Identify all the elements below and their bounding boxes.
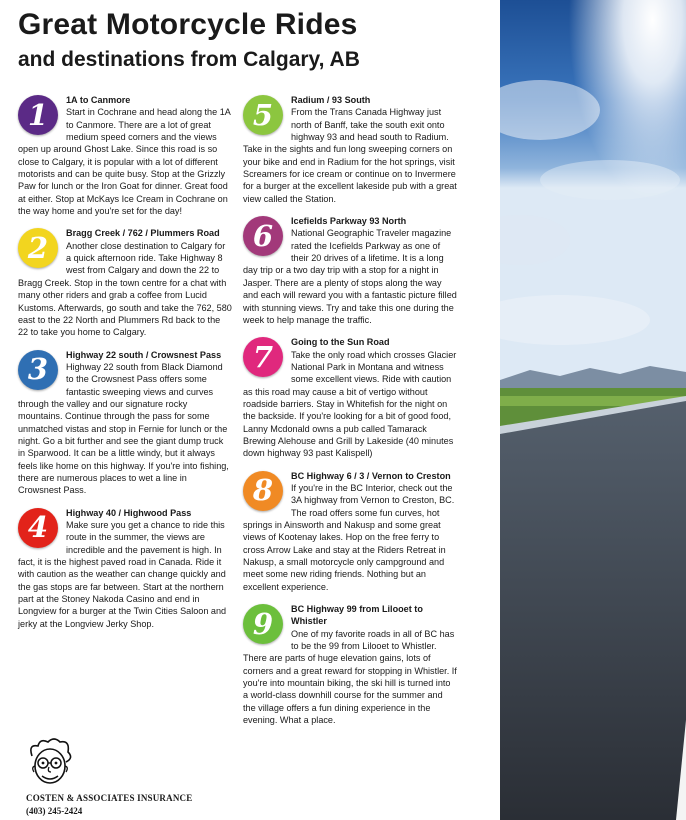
- number-badge: 3: [18, 350, 58, 390]
- number-badge: 6: [243, 216, 283, 256]
- number-badge: 2: [18, 228, 58, 268]
- page-title: Great Motorcycle Rides: [18, 8, 358, 41]
- ride-title: Bragg Creek / 762 / Plummers Road: [66, 228, 220, 239]
- ride-title: BC Highway 99 from Lilooet to Whistler: [291, 604, 423, 627]
- ride-entry-8: [243, 470, 457, 593]
- ride-entry-6: [243, 215, 457, 326]
- ride-entry-5: [243, 94, 457, 205]
- caricature-logo: [22, 736, 78, 792]
- number-badge: 4: [18, 508, 58, 548]
- number-badge: 5: [243, 95, 283, 135]
- left-column: [18, 94, 232, 640]
- ride-entry-4: [18, 507, 232, 630]
- ride-description: Make sure you get a chance to ride this route in the summer, the views are incredible and the pavement is high. In fact, it is the highest paved road in Canada. Ride it with caution as the weather can change quickly and the gas stops are far between. Start at the northern part at the Stoney Nakoda Casino and end in Longview for a burger at the Twin Cities Saloon and jerky at the Longview Jerky Shop.: [18, 520, 227, 629]
- ride-description: National Geographic Traveler magazine rated the Icefields Parkway as one of their 20 drives of a lifetime. It is a long day trip or a two day trip with a stop for a night in Jasper. There are a plenty of stops along the way and each will reward you with a fantastic picture filled with stunning views. Try and take this one during the week to help manage the traffic.: [243, 228, 457, 325]
- ride-entry-2: [18, 227, 232, 338]
- ride-description: Start in Cochrane and head along the 1A to Canmore. There are a lot of great medium speed corners and the views open up around Ghost Lake. Since this road is so close to Calgary, it is popular with a lot of different motorists and can be quite busy. Stop at the Grizzly Paw for lunch or the Iron Goat for dinner. Great food at either. Stop at McKays Ice Cream in Cochrane on the way home and you're set for the day!: [18, 107, 231, 217]
- ride-title: Highway 22 south / Crowsnest Pass: [66, 349, 222, 360]
- ride-entry-3: [18, 349, 232, 497]
- number-badge: 7: [243, 337, 283, 377]
- company-name: COSTEN & ASSOCIATES INSURANCE: [26, 793, 193, 803]
- page-subtitle: and destinations from Calgary, AB: [18, 48, 360, 71]
- ride-description: If you're in the BC Interior, check out the 3A highway from Vernon to Creston, BC. The road offers some fun curves, hot springs in Ainsworth and Nakusp and some great views of Kootenay lakes. Hop on the free ferry to cross Arrow Lake and stay at the Riders Retreat in Nakusp, a small motorcycle only campground and meet some new riding friends. Nothing but an excellent experience.: [243, 482, 455, 592]
- ride-title: Icefields Parkway 93 North: [291, 216, 407, 227]
- ride-title: Highway 40 / Highwood Pass: [66, 507, 192, 518]
- ride-description: One of my favorite roads in all of BC has to be the 99 from Lilooet to Whistler. There are parts of huge elevation gains, lots of corners and a great reward for stopping in Whistler. If you're into mountain biking, the ski hill is turned into a world-class downhill course for the summer and the village offers a fun dining experience in the evening. What a place.: [243, 628, 457, 726]
- ride-description: Highway 22 south from Black Diamond to the Crowsnest Pass offers some fantastic sweeping views and curves through the valley and our signature rocky mountains. Continue through the pass for some unmatched vistas and stop in Fernie for lunch or the night. Go a bit further and see the giant dump truck in Sparwood. It can be a little windy, but it always feels like home on this highway. If you're into fishing, there are numerous places to wet a line in Crowsnest Pass.: [18, 361, 229, 496]
- ride-title: Going to the Sun Road: [291, 337, 390, 348]
- number-badge: 9: [243, 604, 283, 644]
- company-phone: (403) 245-2424: [26, 806, 83, 816]
- ride-description: Take the only road which crosses Glacier National Park in Montana and witness some excellent views. Ride with caution as this road may cause a bit of vertigo without roadside barriers. Stay in Whitefish for the night on the backside. If you're looking for a bit of good food, Lanny Mcdonald owns a pub called Tamarack Brewing Alehouse and Grill by Lakeside (40 minutes down highway 93 past Kalispell): [243, 349, 457, 459]
- number-badge: 1: [18, 95, 58, 135]
- ride-entry-9: [243, 603, 457, 726]
- ride-entry-7: [243, 336, 457, 459]
- road-sky-photo: [500, 0, 686, 820]
- number-badge: 8: [243, 471, 283, 511]
- ride-entry-1: [18, 94, 232, 217]
- right-column: [243, 94, 457, 737]
- ride-description: From the Trans Canada Highway just north of Banff, take the south exit onto highway 93 and head south to Radium. Take in the sights and fun long sweeping corners on your bike and end in Radium for the hot springs, visit Screamers for ice cream or continue on to Invermere for a burger at the excellent lakeside pub with a great view called the Station.: [243, 107, 457, 204]
- ride-title: 1A to Canmore: [66, 95, 131, 105]
- ride-description: Another close destination to Calgary for a quick afternoon ride. Take Highway 8 west from Calgary and down the 22 to Bragg Creek. Stop in the town centre for a chat with many other riders and grab a coffee from Lucid Kustoms. Afterwards, go south and take the 762, 580 east to the 22 North and Plummers Rd back to the 22 to take you home to Calgary.: [18, 240, 232, 338]
- ride-title: BC Highway 6 / 3 / Vernon to Creston: [291, 470, 451, 481]
- ride-title: Radium / 93 South: [291, 95, 371, 105]
